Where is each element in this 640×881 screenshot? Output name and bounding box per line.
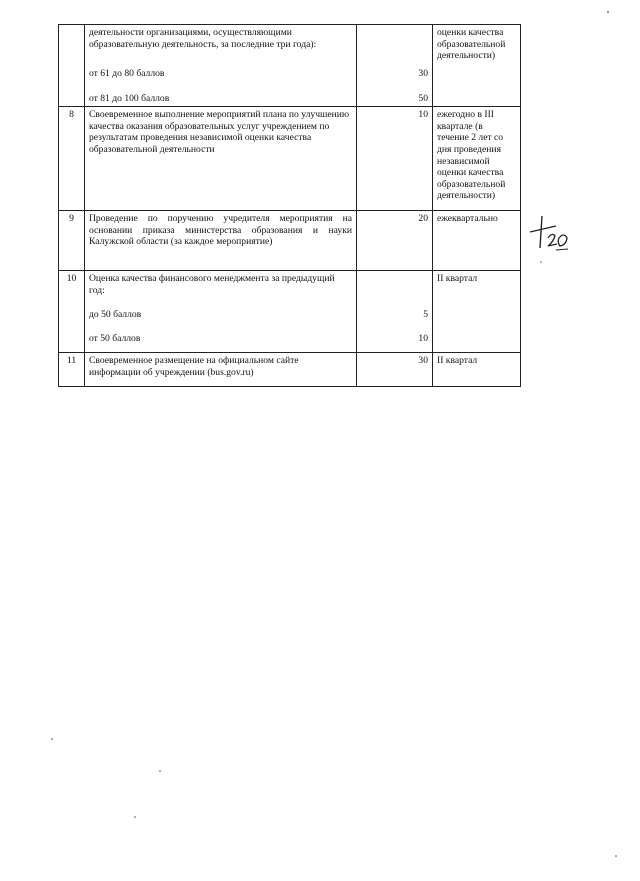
option-points: 30	[418, 68, 428, 79]
points-value: 20	[357, 211, 433, 271]
option-label: до 50 баллов	[89, 309, 142, 321]
criterion-text: деятельности организациями, осуществляющими образовательную деятельность, за последние три года):	[89, 27, 317, 50]
option-label: от 61 до 80 баллов	[89, 68, 165, 79]
row-number: 11	[59, 353, 85, 387]
option-points: 5	[423, 309, 428, 321]
row-number: 8	[59, 107, 85, 211]
points-value: 10	[357, 107, 433, 211]
criterion-text: Своевременное выполнение мероприятий плана по улучшению качества оказания образовательных услуг учреждением по результатам проведения независимой оценки качества образовательной деятельности	[85, 107, 357, 211]
option-points: 10	[418, 332, 428, 344]
row-number: 9	[59, 211, 85, 271]
term-cell: ежеквартально	[433, 211, 521, 271]
term-cell: оценки качества образовательной деятельности)	[433, 25, 521, 107]
criterion-text: Оценка качества финансового менеджмента за предыдущий год:	[89, 273, 335, 296]
row-number: 10	[59, 271, 85, 353]
option-points: 50	[418, 92, 428, 104]
term-cell: ежегодно в III квартале (в течение 2 лет со дня проведения независимой оценки качества образовательной деятельности)	[433, 107, 521, 211]
criterion-text: Своевременное размещение на официальном сайте информации об учреждении (bus.gov.ru)	[85, 353, 357, 387]
points-value: 30	[357, 353, 433, 387]
criterion-text: Проведение по поручению учредителя мероприятия на основании приказа министерства образования и науки Калужской области (за каждое мероприятие)	[85, 211, 357, 271]
term-cell: II квартал	[433, 271, 521, 353]
term-cell: II квартал	[433, 353, 521, 387]
option-label: от 81 до 100 баллов	[89, 92, 170, 104]
option-label: от 50 баллов	[89, 332, 141, 344]
